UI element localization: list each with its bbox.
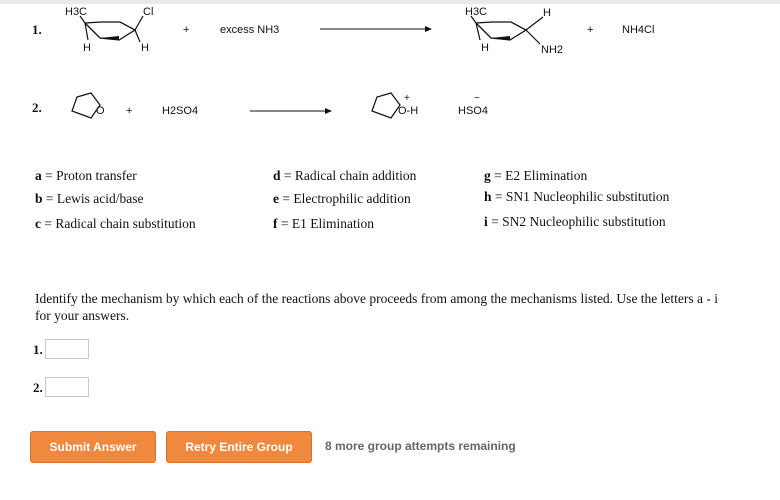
reaction-2-byproduct: HSO4 [458,105,488,117]
product-h3c-label: H3C [465,6,488,18]
reaction-1-plus-2: + [587,24,594,36]
answer-1-label: 1. [33,342,43,357]
reaction-1-byproduct: NH4Cl [622,24,655,36]
mechanism-b: b = Lewis acid/base [35,191,144,206]
reaction-2-oxygen: O [96,105,105,117]
mechanism-e: e = Electrophilic addition [273,191,411,206]
mechanism-i: i = SN2 Nucleophilic substitution [484,214,666,229]
reaction-1-reagent: excess NH3 [220,24,280,36]
reactant-h-label-right: H [141,42,149,54]
reaction-2-product-oh: O-H [398,105,419,117]
retry-entire-group-button[interactable]: Retry Entire Group [166,431,312,463]
mechanism-h: h = SN1 Nucleophilic substitution [484,189,670,204]
submit-answer-button[interactable]: Submit Answer [30,431,156,463]
answer-1-input[interactable] [45,339,89,359]
reactant-h3c-label: H3C [65,6,88,18]
product-nh2-label: NH2 [541,44,564,56]
mechanism-g: g = E2 Elimination [484,168,588,183]
mechanism-a: a = Proton transfer [35,168,137,183]
attempts-remaining-text: 8 more group attempts remaining [325,439,516,453]
reaction-2-plus: + [126,105,133,117]
mechanism-c: c = Radical chain substitution [35,216,196,231]
mechanism-f: f = E1 Elimination [273,216,374,231]
reaction-1-number: 1. [32,22,42,37]
question-text: Identify the mechanism by which each of the reactions above proceeds from among the mechanisms listed. Use the letters a - i for your answers. [35,291,719,323]
hso4-charge: − [474,93,480,104]
mechanism-d: d = Radical chain addition [273,168,417,183]
product-h-label-bottom: H [481,42,489,54]
reactant-cl-label: Cl [143,6,154,18]
reactant-h-label-left: H [83,42,91,54]
oxonium-charge: + [404,93,410,104]
answer-2-input[interactable] [45,377,89,397]
product-h-label-top: H [543,7,551,19]
reaction-2-reagent: H2SO4 [162,105,199,117]
reaction-1-plus: + [183,24,190,36]
answer-2-label: 2. [33,380,43,395]
reaction-2-number: 2. [32,100,42,115]
